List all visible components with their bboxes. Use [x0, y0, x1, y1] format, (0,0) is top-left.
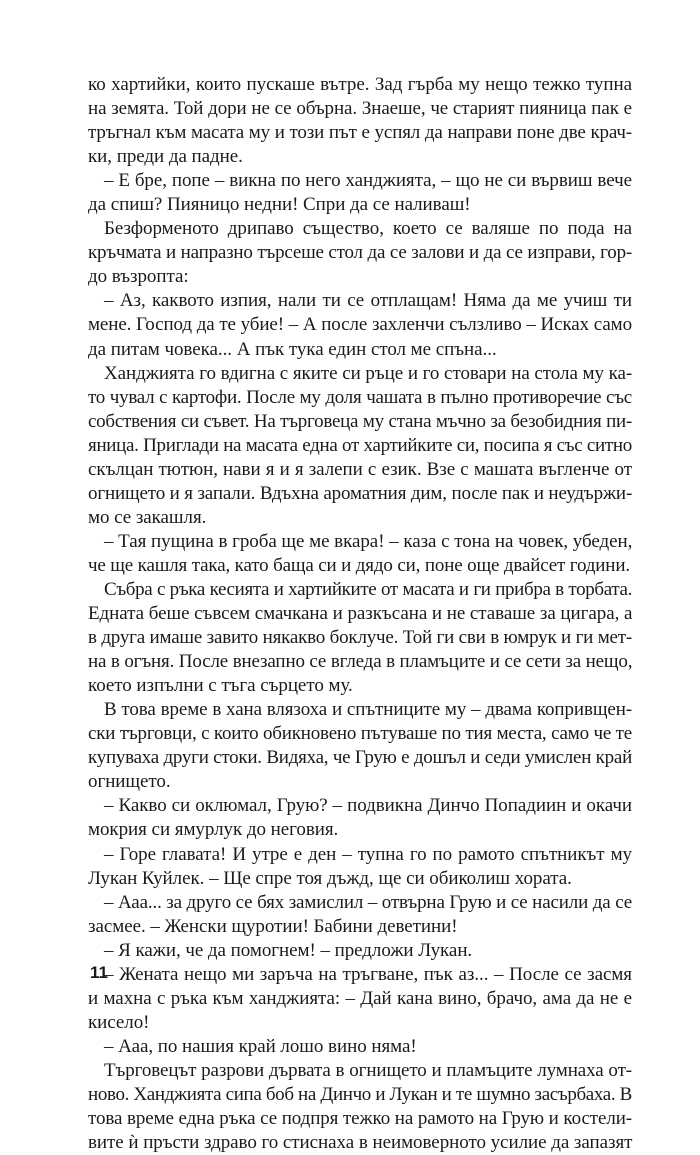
text-line: Лукан Куйлек. – Ще спре тоя дъжд, ще си обиколиш хората.: [88, 867, 572, 889]
text-line: и махна с ръка към ханджията: – Дай кана вино, брачо, ама да не е: [88, 987, 632, 1009]
text-line: – Я кажи, че да помогнем! – предложи Лукан.: [104, 939, 473, 961]
text-line: – Е бре, попе – викна по него ханджията, – що не си вървиш вече: [104, 170, 632, 192]
text-line: това време една ръка се подпря тежко на рамото на Грую и костели-: [88, 1108, 632, 1130]
text-line: на земята. Той дори не се обърна. Знаеше, че старият пияница пак е: [88, 98, 632, 120]
text-line: кръчмата и напразно търсеше стол да се залови и да се изправи, гор-: [88, 242, 632, 264]
text-line: тръгнал към масата му и този път е успял да направи поне две крач-: [88, 122, 632, 144]
text-line: на в огъня. После внезапно се вгледа в пламъците и се сети за нещо,: [88, 651, 633, 673]
text-line: – Какво си оклюмал, Грую? – подвикна Динчо Попадиин и окачи: [104, 795, 632, 817]
text-line: ново. Ханджията сипа боб на Динчо и Лукан и те шумно засърбаха. В: [88, 1083, 632, 1105]
text-line: Търговецът разрови дървата в огнището и пламъците лумнаха от-: [104, 1059, 632, 1081]
text-line: скълцан тютюн, нави я и я залепи с език. Взе с машата въгленче от: [88, 458, 632, 480]
text-line: мокрия си ямурлук до неговия.: [88, 819, 339, 841]
text-line: ко хартийки, които пускаше вътре. Зад гърба му нещо тежко тупна: [88, 74, 632, 95]
text-line: засмее. – Женски щуротии! Бабини деветини!: [88, 915, 458, 937]
text-line: ки, преди да падне.: [88, 146, 243, 168]
text-line: – Ааа... за друго се бях замислил – отвърна Грую и се насили да се: [104, 891, 632, 913]
text-line: да спиш? Пияницо недни! Спри да се наливаш!: [88, 194, 471, 216]
text-line: – Тая пущина в гроба ще ме вкара! – каза с тона на човек, убеден,: [104, 530, 633, 552]
text-line: – Горе главата! И утре е ден – тупна го по рамото спътникът му: [104, 843, 632, 865]
text-line: яница. Приглади на масата една от хартийките си, посипа я със ситно: [88, 434, 632, 456]
text-line: купуваха други стоки. Видяха, че Грую е дошъл и седи умислен край: [88, 747, 632, 769]
text-line: – Ааа, по нашия край лошо вино няма!: [104, 1035, 417, 1057]
text-line: да питам човека... А пък тука един стол ме спъна...: [88, 338, 497, 360]
text-line: собствения си съвет. На търговеца му стана мъчно за безобидния пи-: [88, 410, 632, 432]
text-line: което изпълни с тъга сърцето му.: [88, 675, 353, 697]
text-line: – Аз, каквото изпия, нали ти се отплащам! Няма да ме учиш ти: [104, 290, 632, 312]
text-line: мо се закашля.: [88, 506, 207, 528]
text-line: огнището и я запали. Вдъхна ароматния дим, после пак и неудържи-: [88, 482, 633, 504]
text-line: В това време в хана влязоха и спътниците му – двама копривщен-: [104, 699, 632, 721]
text-line: до възропта:: [88, 266, 189, 288]
text-line: кисело!: [88, 1011, 150, 1033]
text-line: огнището.: [88, 771, 171, 793]
text-line: Едната беше съвсем смачкана и разкъсана и не ставаше за цигара, а: [88, 603, 633, 625]
text-line: вите ѝ пръсти здраво го стиснаха в неимоверното усилие да запазят: [88, 1132, 633, 1154]
text-line: Събра с ръка кесията и хартийките от масата и ги прибра в торбата.: [104, 578, 632, 600]
text-line: то чувал с картофи. После му доля чашата в пълно противоречие със: [88, 386, 632, 408]
text-line: в друга имаше завито някакво боклуче. Той ги сви в юмрук и ги мет-: [88, 627, 632, 649]
body-text: [88, 73, 632, 1155]
text-line: Ханджията го вдигна с яките си ръце и го стовари на стола му ка-: [104, 362, 633, 384]
page-number: 11: [90, 963, 108, 982]
text-line: мене. Господ да те убие! – А после захленчи сълзливо – Исках само: [88, 314, 632, 336]
text-line: Безформеното дрипаво същество, което се валяше по пода на: [104, 218, 632, 240]
text-line: че ще кашля така, като баща си и дядо си, поне още двайсет години.: [88, 554, 630, 576]
text-line: – Жената нещо ми заръча на тръгване, пък аз... – После се засмя: [104, 963, 632, 985]
text-line: ски търговци, с които обикновено пътуваше по тия места, само че те: [88, 723, 632, 745]
